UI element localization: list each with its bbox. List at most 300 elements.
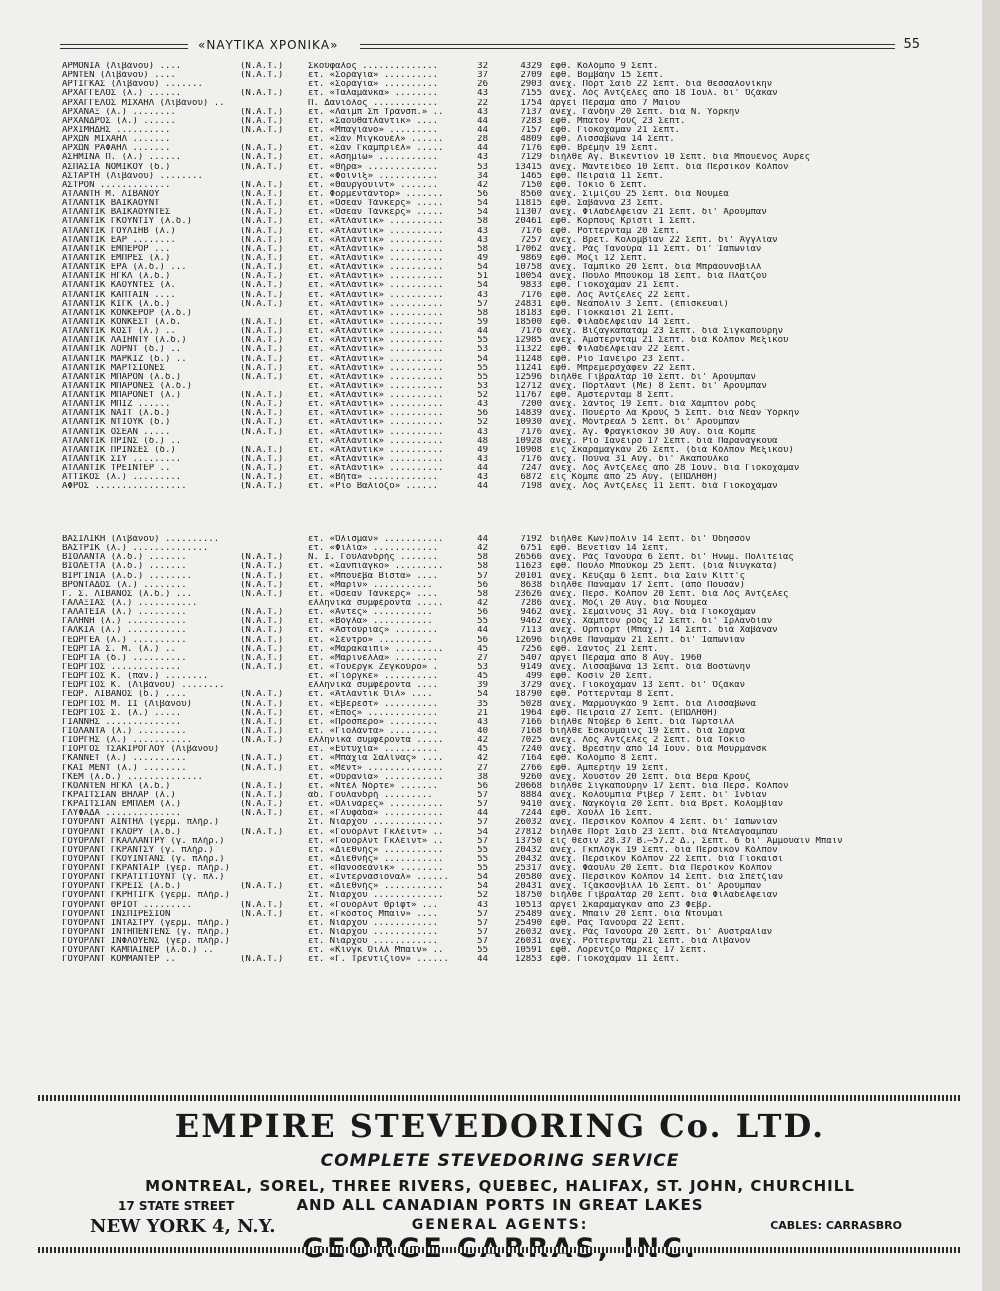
ship-status: άνεχ. Γιοκοχάμαν 13 Σεπτ. δι' Όζάκαν: [550, 681, 746, 691]
ship-built: 57: [477, 571, 488, 581]
ship-tonnage: 6751: [520, 544, 542, 554]
ship-flag: (Ν.Α.Τ.): [240, 162, 284, 172]
ship-tonnage: 18183: [514, 308, 542, 318]
ship-tonnage: 9410: [520, 800, 542, 810]
ship-status: άνεχ. Μπαϊν 20 Σεπτ. διά Ντουμάϊ: [550, 909, 724, 919]
ship-tonnage: 7168: [520, 726, 542, 736]
ship-tonnage: 10928: [514, 436, 542, 446]
ship-status: άνεχ. Λισσαβώνα 13 Σεπτ. διά Βοστώνην: [550, 662, 751, 672]
ship-name: ΓΙΑΝΝΗΣ ..............: [62, 717, 182, 727]
ship-flag: (Ν.Α.Τ.): [240, 144, 284, 154]
table-row: [62, 736, 922, 745]
ship-status: διήλθε Παναμάν 21 Σεπτ. δι' Ίαπωνίαν: [550, 635, 746, 645]
ship-tonnage: 7176: [520, 327, 542, 337]
ship-owner: ετ. «Σάν Μιγκουέλ» ......: [308, 135, 444, 145]
ship-owner: ετ. «Βόγλα» ...........: [308, 617, 433, 627]
ship-status: άνεχ. Μόζι 20 Αύγ. διά Νουμέα: [550, 598, 708, 608]
ship-name: ΓΟΥΟΡΛΝΤ ΓΚΟΥΪΝΤΑΝΣ (γ. πλήρ.): [62, 854, 225, 864]
ship-name: ΑΡΧΙΜΗΔΗΣ ..........: [62, 125, 171, 135]
table-row: [62, 409, 922, 418]
ship-built: 45: [477, 644, 488, 654]
table-row: [62, 718, 922, 727]
ship-name: ΓΑΛΗΝΗ (λ.) ...........: [62, 617, 187, 627]
ship-name: ΓΕΩΡΓΙΑ (δ.) ..........: [62, 653, 187, 663]
ship-tonnage: 2766: [520, 763, 542, 773]
ship-tonnage: 12696: [514, 635, 542, 645]
ship-name: ΒΑΣΤΡΙΚ (λ.) ..............: [62, 544, 209, 554]
ship-flag: (Ν.Α.Τ.): [240, 900, 284, 910]
ad-company-name: EMPIRE STEVEDORING Co. LTD.: [174, 1107, 826, 1145]
ship-name: ΑΤΛΑΝΤΙΚ ΠΡΙΝΣΕΣ (δ.): [62, 445, 176, 455]
ship-name: ΓΟΥΟΡΛΝΤ ΓΚΛΟΡΥ (λ.δ.): [62, 827, 182, 837]
ship-status: διήλθε Σιγκαπούρην 17 Σεπτ. διά Περσ. Κόλπον: [550, 781, 789, 791]
ship-flag: (Ν.Α.Τ.): [240, 653, 284, 663]
ship-owner: ετ. «Όσεαν Τάνκερς» .....: [308, 208, 444, 218]
ship-tonnage: 24831: [514, 299, 542, 309]
ship-tonnage: 499: [525, 672, 542, 682]
ship-built: 49: [477, 253, 488, 263]
ship-flag: (Ν.Α.Τ.): [240, 153, 284, 163]
ship-built: 55: [477, 946, 488, 956]
ship-status: έφθ. Γιοκκαΐσι 21 Σεπτ.: [550, 308, 675, 318]
ship-name: ΓΙΟΡΓΗΣ (λ.) ...........: [62, 736, 193, 746]
ship-tonnage: 7176: [520, 427, 542, 437]
table-row: [62, 946, 922, 955]
table-row: [62, 236, 922, 245]
ship-flag: (Ν.Α.Τ.): [240, 617, 284, 627]
ship-owner: ετ. «Άτλάντικ» ..........: [308, 400, 444, 410]
ship-owner: ετ. «Άτλάντικ» ..........: [308, 363, 444, 373]
ship-name: ΑΡΧΑΝΔΡΟΣ (λ.) ......: [62, 116, 176, 126]
ship-status: έφθ. Λός Άντζελες 22 Σεπτ.: [550, 290, 691, 300]
ship-flag: (Ν.Α.Τ.): [240, 299, 284, 309]
ship-built: 54: [477, 882, 488, 892]
ship-flag: (Ν.Α.Τ.): [240, 317, 284, 327]
ship-flag: (Ν.Α.Τ.): [240, 553, 284, 563]
ship-name: ΑΡΧΩΝ ΡΑΦΑΗΛ .......: [62, 144, 171, 154]
ship-flag: (Ν.Α.Τ.): [240, 354, 284, 364]
ship-status: έφθ. Χούλλ 16 Σεπτ.: [550, 809, 653, 819]
table-row: [62, 663, 922, 672]
ship-name: ΑΡΤΙΓΚΑΣ (Λιβάνου) .......: [62, 80, 203, 90]
ship-tonnage: 13415: [514, 162, 542, 172]
ship-owner: ετ. «Γκόστος Μπαϊν» ....: [308, 909, 439, 919]
ship-name: ΑΡΧΑΓΓΕΛΟΣ ΜΙΧΑΗΛ (Λιβάνου) ..: [62, 98, 225, 108]
ship-status: άνεχ. Λός Άντζελες 2 Σεπτ. διά Τόκιο: [550, 736, 746, 746]
ship-flag: (Ν.Α.Τ.): [240, 690, 284, 700]
table-row: [62, 590, 922, 599]
ship-built: 54: [477, 690, 488, 700]
ship-tonnage: 7137: [520, 107, 542, 117]
ship-flag: (Ν.Α.Τ.): [240, 244, 284, 254]
running-header: [60, 38, 920, 54]
table-row: [62, 227, 922, 236]
ship-flag: (Ν.Α.Τ.): [240, 644, 284, 654]
ship-owner: ετ. «Ίντερνάσιοναλ» ......: [308, 873, 449, 883]
ship-built: 54: [477, 873, 488, 883]
ship-tonnage: 7244: [520, 809, 542, 819]
ship-flag: (Ν.Α.Τ.): [240, 626, 284, 636]
ship-built: 53: [477, 662, 488, 672]
table-row: [62, 937, 922, 946]
ship-owner: ετ. «Ταλαμάνκα» ........: [308, 89, 439, 99]
table-row: [62, 89, 922, 98]
ship-tonnage: 8560: [520, 189, 542, 199]
ship-status: άνεχ. Φιλαδέλφειαν 21 Σεπτ. δι' Άρούμπαν: [550, 208, 767, 218]
ship-status: διήλθε Γιβραλτάρ 20 Σεπτ. διά Φιλαδέλφειαν: [550, 891, 778, 901]
ship-built: 52: [477, 418, 488, 428]
ship-built: 58: [477, 553, 488, 563]
ship-tonnage: 7113: [520, 626, 542, 636]
ship-status: έφθ. Λορέντζο Μάρκες 17 Σεπτ.: [550, 946, 708, 956]
ship-tonnage: 18750: [514, 891, 542, 901]
ship-owner: ετ. «Άτλάντικ» ..........: [308, 253, 444, 263]
header-rule-left: [60, 44, 188, 49]
ship-name: ΓΚΡΑΪΤΣΙΑΝ ΕΜΠΛΕΜ (λ.): [62, 800, 182, 810]
ship-owner: Στ. Νιάρχου .............: [308, 818, 444, 828]
ship-status: άργεί Πέραμα άπό 8 Αύγ. 1960: [550, 653, 702, 663]
table-row: [62, 217, 922, 226]
table-row: [62, 599, 922, 608]
ship-built: 53: [477, 162, 488, 172]
ship-tonnage: 26032: [514, 818, 542, 828]
ship-flag: (Ν.Α.Τ.): [240, 263, 284, 273]
ship-flag: (Ν.Α.Τ.): [240, 464, 284, 474]
ship-status: έφθ. Βενετίαν 14 Σεπτ.: [550, 544, 670, 554]
ship-tonnage: 9260: [520, 772, 542, 782]
ship-owner: ετ. Νιάρχου ............: [308, 937, 439, 947]
ship-tonnage: 7157: [520, 125, 542, 135]
ship-name: ΑΡΜΟΝΙΑ (Λιβάνου) ....: [62, 62, 182, 71]
ship-built: 54: [477, 199, 488, 209]
ship-built: 44: [477, 116, 488, 126]
ship-name: ΓΕΩΡΓΙΟΣ Κ. (παν.) ........: [62, 672, 209, 682]
ship-owner: ετ. «Άτλάντικ» ..........: [308, 308, 444, 318]
ship-flag: (Ν.Α.Τ.): [240, 391, 284, 401]
ship-owner: ετ. «Πρόσπερο» .........: [308, 717, 439, 727]
ad-street: 17 STATE STREET: [118, 1199, 235, 1213]
header-rule-right: [360, 44, 895, 49]
ship-flag: (Ν.Α.Τ.): [240, 708, 284, 718]
ship-tonnage: 7150: [520, 180, 542, 190]
ship-status: έφθ. Βομβάην 15 Σεπτ.: [550, 71, 664, 81]
ship-owner: Ν. Ι. Γουλανδρής .......: [308, 553, 439, 563]
table-row: [62, 99, 922, 108]
ship-owner: ετ. «Άτλάντικ» ..........: [308, 336, 444, 346]
ship-flag: (Ν.Α.Τ.): [240, 336, 284, 346]
ship-name: ΒΡΟΝΤΑΔΟΣ (λ.) ........: [62, 580, 187, 590]
ship-name: ΒΙΟΛΑΝΤΑ (λ.δ.) .......: [62, 553, 187, 563]
table-row: [62, 126, 922, 135]
ship-built: 44: [477, 535, 488, 544]
ship-name: ΑΡΧΩΝ ΜΙΧΑΗΛ .......: [62, 135, 171, 145]
ship-status: άνεχ. Χάμπτον ρόδς 12 Σεπτ. δι' Ίρλανδίαν: [550, 617, 773, 627]
ship-owner: ετ. «Ρίο Βαλιόζο» ......: [308, 482, 439, 492]
ship-built: 56: [477, 580, 488, 590]
ship-owner: ετ. «Άτλάντικ» ..........: [308, 235, 444, 245]
ship-name: ΓΕΩΡ. ΛΙΒΑΝΟΣ (δ.) ....: [62, 690, 187, 700]
ship-status: άνεχ. Περσ. Κόλπον 20 Σεπτ. διά Λός Άντζελες: [550, 589, 789, 599]
ship-owner: ετ. «Άτλάντικ» ..........: [308, 464, 444, 474]
ship-built: 43: [477, 900, 488, 910]
ship-status: άνεχ. Σεμαϊνους 31 Αύγ. διά Γιοκοχάμαν: [550, 608, 756, 618]
table-row: [62, 553, 922, 562]
ship-flag: (Ν.Α.Τ.): [240, 345, 284, 355]
ship-owner: ετ. «Άτλάντικ» ..........: [308, 436, 444, 446]
ad-cables: CABLES: CARRASBRO: [770, 1219, 902, 1232]
ship-owner: ετ. «Όλινάρες» ..........: [308, 800, 444, 810]
ship-status: έφθ. Μόζι 12 Σεπτ.: [550, 253, 648, 263]
ship-status: έφθ. Μπρεμερσχάφεν 22 Σεπτ.: [550, 363, 697, 373]
table-row: [62, 364, 922, 373]
ship-status: έφθ. Τόκιο 6 Σεπτ.: [550, 180, 648, 190]
ship-status: άνεχ. Άγ. Φραγκίσκον 30 Αύγ. διά Κόμπε: [550, 427, 756, 437]
ship-flag: (Ν.Α.Τ.): [240, 226, 284, 236]
ship-tonnage: 1754: [520, 98, 542, 108]
ship-built: 55: [477, 363, 488, 373]
ship-owner: ετ. «Μπάχια Σαλίνας» ....: [308, 754, 444, 764]
ship-owner: ετ. Νιάρχου ............: [308, 928, 439, 938]
ship-status: έφθ. Φιλαδέλφειαν 22 Σεπτ.: [550, 345, 691, 355]
ship-tonnage: 4329: [520, 62, 542, 71]
table-row: [62, 800, 922, 809]
table-row: [62, 818, 922, 827]
ship-flag: (Ν.Α.Τ.): [240, 754, 284, 764]
ship-tonnage: 5407: [520, 653, 542, 663]
ship-built: 43: [477, 455, 488, 465]
ship-name: ΓΟΥΟΡΛΝΤ ΘΡΙΟΤ .........: [62, 900, 193, 910]
ship-name: ΑΤΤΙΚΟΣ (λ.) .........: [62, 473, 182, 483]
ship-name: ΓΛΥΦΑΔΑ ..............: [62, 809, 182, 819]
table-row: [62, 572, 922, 581]
ship-built: 37: [477, 71, 488, 81]
ship-flag: (Ν.Α.Τ.): [240, 726, 284, 736]
ship-name: ΓΕΩΡΓΙΟΣ Σ. (λ.) .....: [62, 708, 182, 718]
ship-owner: ετ. «Θήρα» .............: [308, 162, 439, 172]
table-row: [62, 764, 922, 773]
ship-status: έφθ. Ράς Τανούρα 22 Σεπτ.: [550, 918, 686, 928]
ship-status: είς θέσιν 28.37 Β.—57.2 Δ., Σεπτ. 6 δι' Άμμουαϊν Μπαϊν: [550, 836, 843, 846]
ship-owner: ετ. «Γουόρλντ Γκλέϊντ» ..: [308, 836, 444, 846]
ship-built: 44: [477, 809, 488, 819]
ship-built: 42: [477, 180, 488, 190]
ship-tonnage: 7176: [520, 226, 542, 236]
ship-tonnage: 9149: [520, 662, 542, 672]
ship-flag: (Ν.Α.Τ.): [240, 955, 284, 965]
ship-name: ΓΟΥΟΡΛΝΤ ΓΚΡΑΤΙΤΙΟΥΝΤ (γ. πλ.): [62, 873, 225, 883]
ship-name: ΓΟΥΟΡΛΝΤ ΙΝΦΛΟΥΕΝΣ (γερ. πλήρ.): [62, 937, 230, 947]
ship-owner: ετ. «Άτλάντικ» ..........: [308, 226, 444, 236]
ship-flag: (Ν.Α.Τ.): [240, 580, 284, 590]
ship-owner: ετ. «Άτλάντικ» ..........: [308, 391, 444, 401]
ship-flag: (Ν.Α.Τ.): [240, 589, 284, 599]
ship-owner: ετ. «Μαρίν» ...........: [308, 580, 433, 590]
ship-built: 57: [477, 836, 488, 846]
ship-built: 54: [477, 263, 488, 273]
ship-tonnage: 2903: [520, 80, 542, 90]
ship-status: άνεχ. Ρίο Ίανέϊρο 17 Σεπτ. διά Παρανάγκουα: [550, 436, 778, 446]
ship-flag: (Ν.Α.Τ.): [240, 827, 284, 837]
ship-name: ΑΤΛΑΝΤΙΚ ΚΟΝΚΕΣΤ (λ.δ.: [62, 317, 182, 327]
table-row: [62, 837, 922, 846]
ship-built: 57: [477, 800, 488, 810]
ship-name: ΑΤΛΑΝΤΙΚ ΝΤΙΟΥΚ (δ.): [62, 418, 171, 428]
table-row: [62, 544, 922, 553]
ship-built: 43: [477, 717, 488, 727]
ship-built: 52: [477, 891, 488, 901]
ship-status: έφθ. Πειραιά 11 Σεπτ.: [550, 171, 664, 181]
table-row: [62, 208, 922, 217]
table-row: [62, 428, 922, 437]
ship-name: ΓΕΩΡΓΙΟΣ .............: [62, 662, 182, 672]
ship-built: 58: [477, 244, 488, 254]
ship-tonnage: 7192: [520, 535, 542, 544]
ship-name: ΑΤΛΑΝΤΙΚ ΜΠΑΡΟΝ (λ.δ.): [62, 372, 182, 382]
table-row: [62, 473, 922, 482]
table-row: [62, 535, 922, 544]
ship-owner: ετ. «Άτλάντικ» ..........: [308, 409, 444, 419]
ship-tonnage: 10908: [514, 445, 542, 455]
ship-tonnage: 2709: [520, 71, 542, 81]
ship-name: ΒΙΟΛΕΤΤΑ (λ.δ.) .......: [62, 562, 187, 572]
ship-owner: ετ. «Διεθνής» ...........: [308, 845, 444, 855]
ship-tonnage: 17062: [514, 244, 542, 254]
ship-tonnage: 20580: [514, 873, 542, 883]
ship-built: 44: [477, 125, 488, 135]
ship-owner: ετ. «Άτλάντικ Όϊλ» ....: [308, 690, 433, 700]
table-row: [62, 654, 922, 663]
ship-owner: ετ. «Άτλάντικ» ..........: [308, 345, 444, 355]
ship-tonnage: 10513: [514, 900, 542, 910]
ship-flag: (Ν.Α.Τ.): [240, 699, 284, 709]
ship-built: 43: [477, 235, 488, 245]
table-row: [62, 928, 922, 937]
table-row: [62, 80, 922, 89]
table-row: [62, 71, 922, 80]
ship-status: άνεχ. Σιμίζου 25 Σεπτ. διά Νουμέα: [550, 189, 729, 199]
ship-owner: ετ. «Γουόρλντ Θρίφτ» ...: [308, 900, 439, 910]
ship-built: 32: [477, 62, 488, 71]
ship-built: 56: [477, 189, 488, 199]
ship-name: ΓΟΥΟΡΛΝΤ ΓΚΡΑΝΤΣΥ (γ. πλήρ.): [62, 845, 214, 855]
ship-status: έφθ. Κολόμπο 9 Σεπτ.: [550, 62, 659, 71]
ship-name: ΑΤΛΑΝΤΙΚ ΒΑΪΚΑΟΥΝΤ: [62, 199, 160, 209]
ship-tonnage: 9869: [520, 253, 542, 263]
table-row: [62, 300, 922, 309]
table-row: [62, 144, 922, 153]
ship-status: είς Κόμπε άπό 25 Αύγ. (ΕΠΩΛΗΘΗ): [550, 473, 718, 483]
table-row: [62, 272, 922, 281]
ship-owner: ετ. «Σαουθατλάντικ» ....: [308, 116, 439, 126]
ship-flag: (Ν.Α.Τ.): [240, 235, 284, 245]
ship-tonnage: 8884: [520, 790, 542, 800]
ship-tonnage: 1964: [520, 708, 542, 718]
page-number: 55: [903, 37, 920, 52]
ship-flag: (Ν.Α.Τ.): [240, 281, 284, 291]
ship-owner: ετ. «Σοράγια» ..........: [308, 80, 439, 90]
ship-status: διήλθε Έσκουμάινς 19 Σεπτ. διά Σάρνα: [550, 726, 746, 736]
ship-status: διήλθε Πόρτ Σαΐδ 23 Σεπτ. διά Ντελάγοαμπαϋ: [550, 827, 778, 837]
ship-owner: ετ. «Τουέργκ Ζεγκούρο» .: [308, 662, 439, 672]
ship-name: ΑΤΛΑΝΤΙΚ ΜΠΑΡΟΝΕΤ (λ.): [62, 391, 182, 401]
ship-status: διήλθε Άγ. Βικέντιον 10 Σεπτ. διά Μπουένος Άϋρες: [550, 153, 811, 163]
ship-owner: ετ. «Εύτυχία» ..........: [308, 745, 439, 755]
ship-status: έφθ. Ρόττερνταμ 8 Σεπτ.: [550, 690, 675, 700]
ship-tonnage: 27812: [514, 827, 542, 837]
ship-owner: ελληνικά συμφέροντα .....: [308, 598, 444, 608]
ship-built: 27: [477, 763, 488, 773]
ship-flag: (Ν.Α.Τ.): [240, 562, 284, 572]
table-row: [62, 864, 922, 873]
ship-built: 28: [477, 135, 488, 145]
ship-status: άνεχ. Ορπιορτ (Μπαχ.) 14 Σεπτ. διά Χαβάναν: [550, 626, 778, 636]
ship-name: ΑΣΗΜΙΝΑ Π. (λ.) ......: [62, 153, 182, 163]
ship-name: ΓΟΥΟΡΛΝΤ ΙΝΤΑΣΤΡΥ (γερμ. πλήρ.): [62, 918, 230, 928]
ship-owner: άδ. Γουλανδρή .........: [308, 790, 433, 800]
ship-status: έφθ. Γιοκοχάμαν 11 Σεπτ.: [550, 955, 681, 965]
ship-tonnage: 13750: [514, 836, 542, 846]
ship-name: ΓΙΟΛΑΝΤΑ (λ.) .........: [62, 726, 187, 736]
ship-built: 43: [477, 427, 488, 437]
table-row: [62, 672, 922, 681]
ship-status: έφθ. Πειραιά 27 Σεπτ. (ΕΠΩΛΗΘΗ): [550, 708, 718, 718]
ship-owner: ετ. «Άτλάντικ» ..........: [308, 418, 444, 428]
table-row: [62, 626, 922, 635]
ship-owner: ετ. «Μπουέβα Βίστα» ....: [308, 571, 439, 581]
table-row: [62, 163, 922, 172]
ship-tonnage: 9462: [520, 617, 542, 627]
ship-status: άνεχ. Μόντρεαλ 5 Σεπτ. δι' Άρούμπαν: [550, 418, 740, 428]
ship-owner: ετ. «Γ. Τρεντιζίον» ......: [308, 955, 449, 965]
binding-edge: [982, 0, 1000, 1291]
table-row: [62, 690, 922, 699]
ship-owner: ετ. «Πανοσεάνικ» ........: [308, 864, 444, 874]
ship-flag: (Ν.Α.Τ.): [240, 790, 284, 800]
table-row: [62, 263, 922, 272]
ship-built: 57: [477, 928, 488, 938]
ship-status: άνεχ. Φάουλυ 20 Σεπτ. διά Περσικόν Κόλπον: [550, 864, 773, 874]
ship-flag: (Ν.Α.Τ.): [240, 608, 284, 618]
ship-status: άνεχ. Πουέρτο λά Κρούζ 5 Σεπτ. διά Νέαν Ύόρκην: [550, 409, 800, 419]
ad-city: NEW YORK 4, N.Y.: [90, 1216, 276, 1237]
ship-name: ΑΤΛΑΝΤΙΚ ΜΑΡΚΙΖ (δ.) ..: [62, 354, 187, 364]
ship-built: 43: [477, 400, 488, 410]
ship-built: 44: [477, 464, 488, 474]
ship-name: ΓΟΥΟΡΛΝΤ ΓΚΡΑΝΤΑΙΡ (γερ. πλήρ.): [62, 864, 230, 874]
ship-owner: ετ. «Γλυφάδα» ...........: [308, 809, 444, 819]
ship-status: άνεχ. Μαρμουγκάο 9 Σεπτ. διά Λισσαβώνα: [550, 699, 756, 709]
ship-owner: ετ. «Άτλάντικ» ..........: [308, 299, 444, 309]
ship-owner: ετ. «Άτλάντικ» ..........: [308, 381, 444, 391]
table-row: [62, 355, 922, 364]
ship-owner: Π. Δανιόλος ............: [308, 98, 439, 108]
ship-name: ΓΟΥΟΡΛΝΤ ΚΟΜΜΑΝΤΕΡ ..: [62, 955, 176, 965]
table-row: [62, 919, 922, 928]
ship-name: ΑΤΛΑΝΤΙΚ ΠΡΙΝΣ (δ.) ..: [62, 436, 182, 446]
ship-built: 38: [477, 772, 488, 782]
table-row: [62, 700, 922, 709]
ship-flag: (Ν.Α.Τ.): [240, 89, 284, 99]
ship-built: 43: [477, 226, 488, 236]
ship-flag: (Ν.Α.Τ.): [240, 736, 284, 746]
ship-owner: ετ. «Άτλάντικ» ..........: [308, 281, 444, 291]
ship-name: ΓΟΥΟΡΛΝΤ ΓΚΡΕΪΣ (λ.δ.): [62, 882, 182, 892]
ship-tonnage: 11248: [514, 354, 542, 364]
ship-built: 57: [477, 909, 488, 919]
ship-built: 45: [477, 745, 488, 755]
table-row: [62, 108, 922, 117]
ship-name: ΒΙΡΓΙΝΙΑ (λ.δ.) ........: [62, 571, 193, 581]
